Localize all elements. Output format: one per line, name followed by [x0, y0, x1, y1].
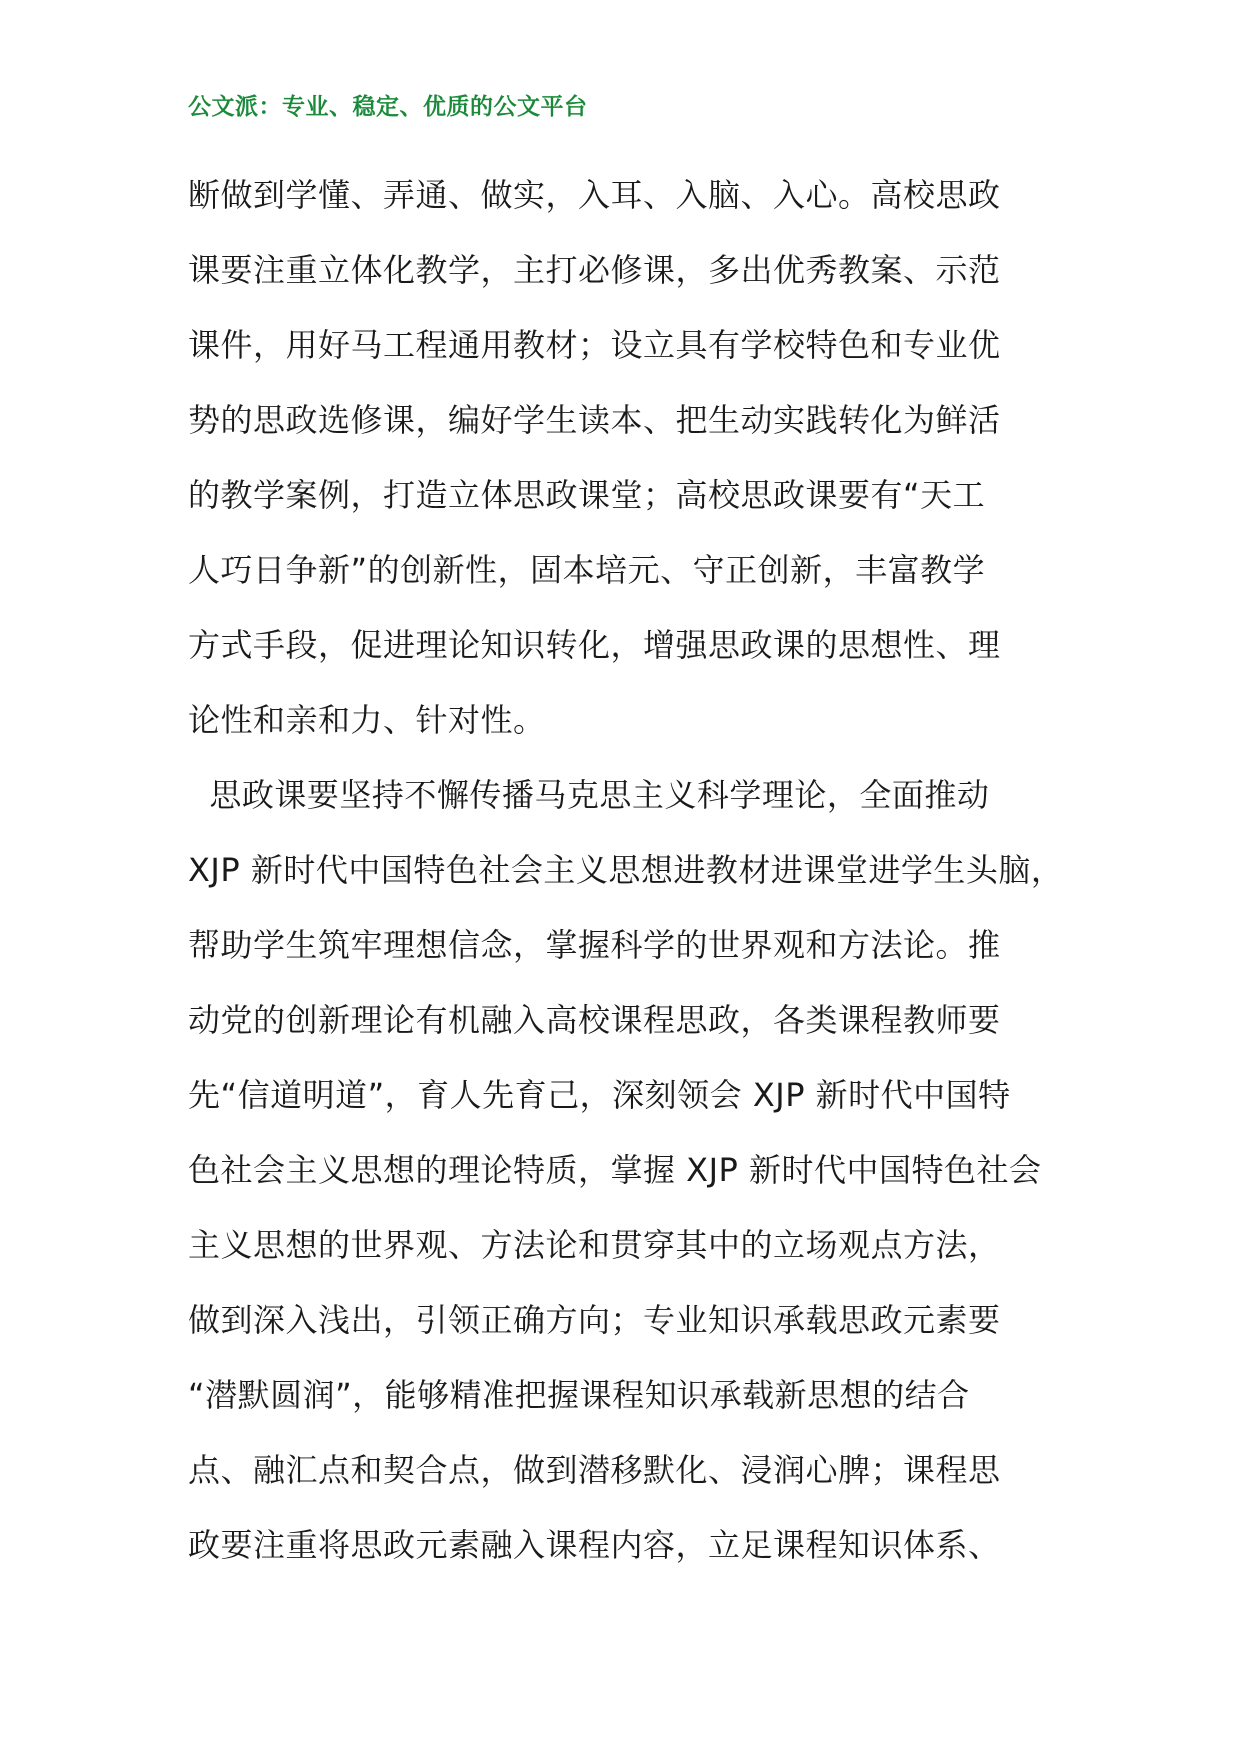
- text-line: “潜默圆润”，能够精准把握课程知识承载新思想的结合: [188, 1376, 970, 1414]
- text-line: 政要注重将思政元素融入课程内容，立足课程知识体系、: [188, 1526, 1001, 1564]
- page-header: 公文派：专业、稳定、优质的公文平台: [188, 94, 588, 120]
- text-line: 做到深入浅出，引领正确方向；专业知识承载思政元素要: [188, 1301, 1001, 1339]
- text-line: 断做到学懂、弄通、做实，入耳、入脑、入心。高校思政: [188, 176, 1001, 214]
- text-line: 课件，用好马工程通用教材；设立具有学校特色和专业优: [188, 326, 1001, 364]
- text-line: 人巧日争新”的创新性，固本培元、守正创新，丰富教学: [188, 551, 986, 589]
- text-line: 点、融汇点和契合点，做到潜移默化、浸润心脾；课程思: [188, 1451, 1001, 1489]
- paragraph-1: [188, 158, 1068, 758]
- text-line: 主义思想的世界观、方法论和贯穿其中的立场观点方法，: [188, 1226, 1001, 1264]
- document-body: [188, 158, 1068, 1583]
- text-line: 思政课要坚持不懈传播马克思主义科学理论，全面推动: [188, 776, 990, 814]
- text-line: 势的思政选修课，编好学生读本、把生动实践转化为鲜活: [188, 401, 1001, 439]
- text-line: 的教学案例，打造立体思政课堂；高校思政课要有“天工: [188, 476, 986, 514]
- text-line: 课要注重立体化教学，主打必修课，多出优秀教案、示范: [188, 251, 1001, 289]
- text-line: 动党的创新理论有机融入高校课程思政，各类课程教师要: [188, 1001, 1001, 1039]
- text-line: 方式手段，促进理论知识转化，增强思政课的思想性、理: [188, 626, 1001, 664]
- text-line: 先“信道明道”，育人先育己，深刻领会 XJP 新时代中国特: [188, 1076, 1011, 1114]
- text-line: 帮助学生筑牢理想信念，掌握科学的世界观和方法论。推: [188, 926, 1001, 964]
- text-line: 色社会主义思想的理论特质，掌握 XJP 新时代中国特色社会: [188, 1151, 1042, 1189]
- paragraph-2: [188, 758, 1068, 1583]
- text-line: XJP 新时代中国特色社会主义思想进教材进课堂进学生头脑，: [188, 851, 1064, 889]
- text-line: 论性和亲和力、针对性。: [188, 701, 546, 739]
